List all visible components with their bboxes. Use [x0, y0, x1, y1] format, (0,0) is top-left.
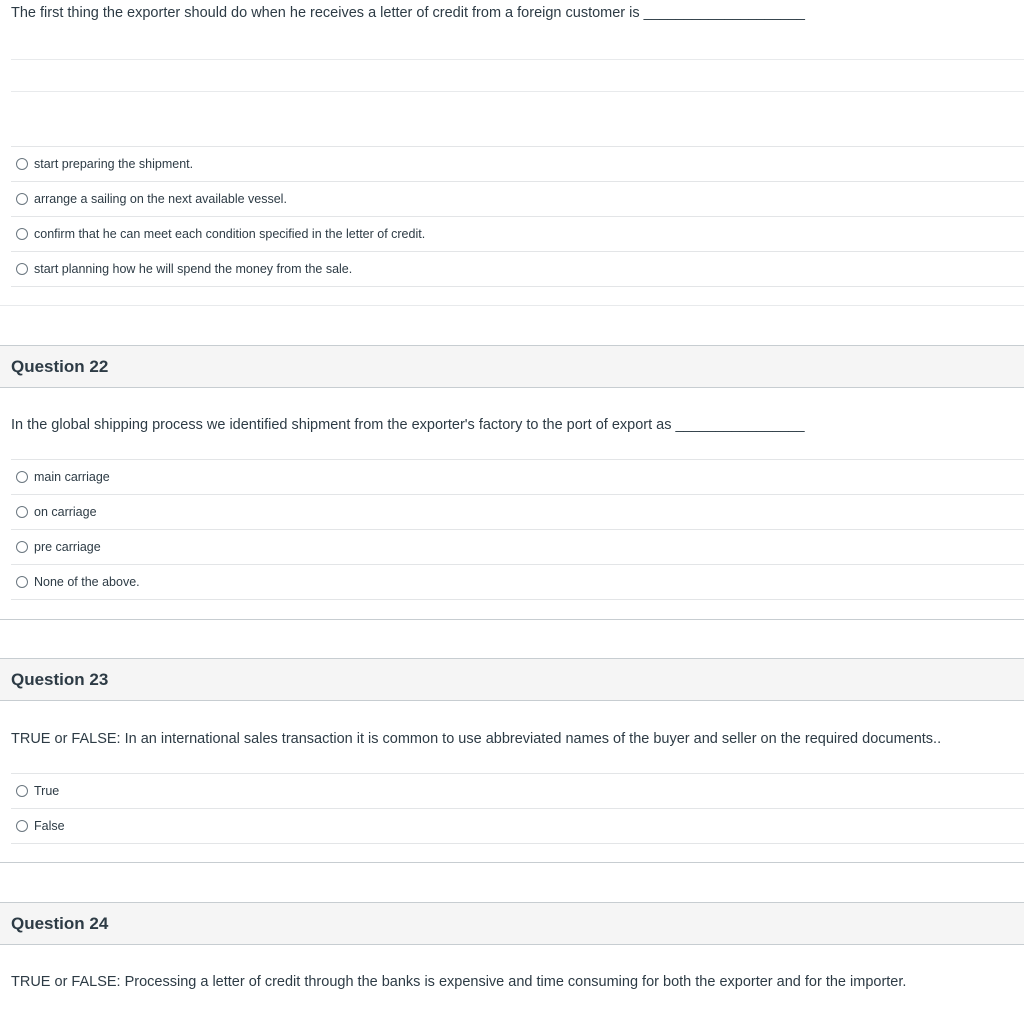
question-24-title: Question 24 — [11, 913, 109, 933]
radio-button[interactable] — [16, 541, 28, 553]
question-23-title: Question 23 — [11, 669, 109, 689]
answer-option[interactable] — [11, 494, 1024, 529]
answer-option[interactable] — [11, 146, 1024, 181]
radio-button[interactable] — [16, 506, 28, 518]
answer-label: start planning how he will spend the money from the sale. — [34, 262, 353, 276]
question-end-divider — [0, 619, 1024, 620]
radio-button[interactable] — [16, 228, 28, 240]
radio-button[interactable] — [16, 471, 28, 483]
question-24-header — [0, 902, 1024, 945]
answer-label: pre carriage — [34, 540, 101, 554]
question-end-divider — [0, 305, 1024, 306]
answer-label: arrange a sailing on the next available vessel. — [34, 192, 287, 206]
answer-label: start preparing the shipment. — [34, 157, 194, 171]
answer-option[interactable] — [11, 773, 1024, 808]
radio-button[interactable] — [16, 158, 28, 170]
answer-label: None of the above. — [34, 575, 140, 589]
question-21-text: The first thing the exporter should do when he receives a letter of credit from a foreign customer is ____________________ — [11, 5, 805, 21]
radio-button[interactable] — [16, 820, 28, 832]
question-22-header — [0, 345, 1024, 388]
question-22-text: In the global shipping process we identified shipment from the exporter's factory to the port of export as ________________ — [11, 417, 805, 433]
answer-option[interactable] — [11, 529, 1024, 564]
answer-option[interactable] — [11, 251, 1024, 287]
question-24-text: TRUE or FALSE: Processing a letter of credit through the banks is expensive and time consuming for both the exporter and for the importer. — [11, 974, 907, 990]
question-end-divider — [0, 862, 1024, 863]
answer-label: True — [34, 784, 60, 798]
answer-option[interactable] — [11, 808, 1024, 844]
answer-label: main carriage — [34, 470, 110, 484]
answer-option[interactable] — [11, 459, 1024, 494]
divider — [11, 59, 1024, 60]
radio-button[interactable] — [16, 785, 28, 797]
answer-label: confirm that he can meet each condition specified in the letter of credit. — [34, 227, 426, 241]
question-23-header — [0, 658, 1024, 701]
answer-option[interactable] — [11, 564, 1024, 600]
radio-button[interactable] — [16, 576, 28, 588]
question-22-title: Question 22 — [11, 356, 109, 376]
radio-button[interactable] — [16, 193, 28, 205]
divider — [11, 91, 1024, 92]
radio-button[interactable] — [16, 263, 28, 275]
answer-label: False — [34, 819, 65, 833]
answer-option[interactable] — [11, 181, 1024, 216]
answer-label: on carriage — [34, 505, 97, 519]
question-23-text: TRUE or FALSE: In an international sales transaction it is common to use abbreviated names of the buyer and seller on the required documents.. — [11, 731, 942, 747]
answer-option[interactable] — [11, 216, 1024, 251]
